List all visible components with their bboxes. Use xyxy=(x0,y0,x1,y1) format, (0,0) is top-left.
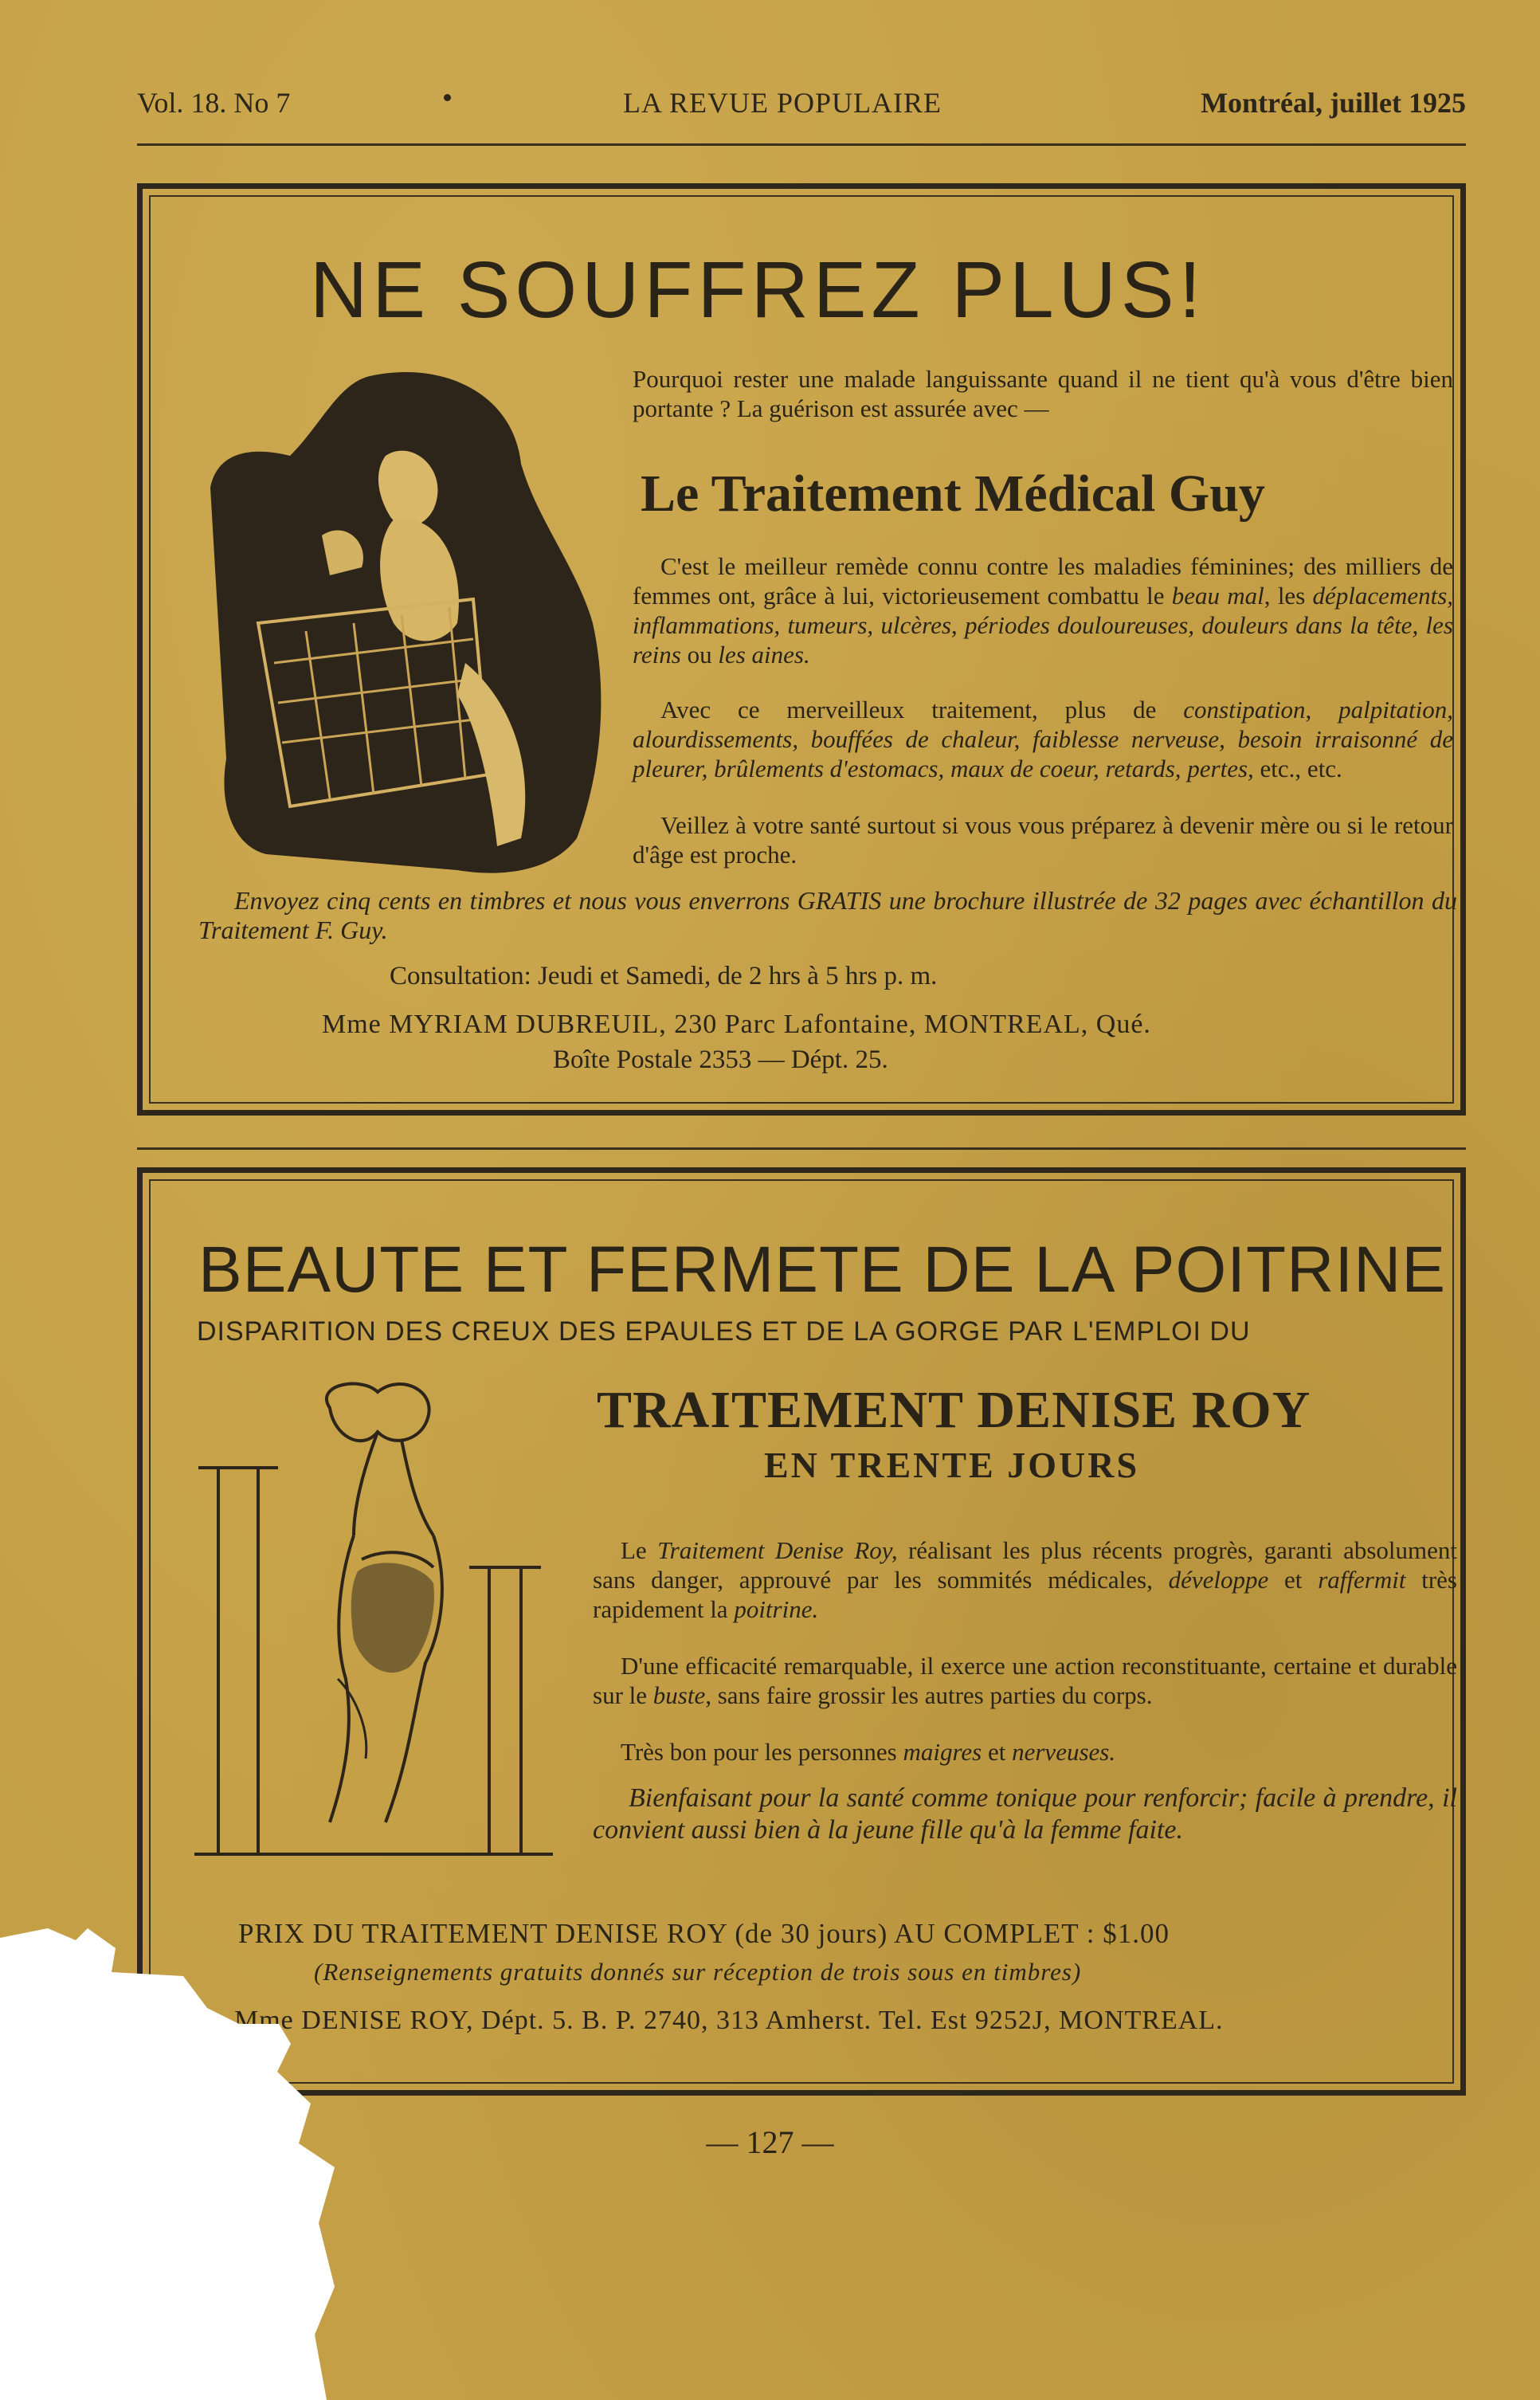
ad2-paragraph-2: D'une efficacité remarquable, il exerce une action reconstituante, certaine et durable sur le buste, sans faire grossir les autres parties du corps. xyxy=(593,1652,1457,1709)
ad2-price: PRIX DU TRAITEMENT DENISE ROY (de 30 jours) AU COMPLET : $1.00 xyxy=(238,1918,1170,1949)
header-rule xyxy=(137,143,1466,146)
ad2-paragraph-4: Bienfaisant pour la santé comme tonique pour renforcir; facile à prendre, il convient aussi bien à la jeune fille qu'à la femme faite. xyxy=(593,1783,1457,1845)
ad1-paragraph-3: Veillez à votre santé surtout si vous vous préparez à devenir mère ou si le retour d'âge est proche. xyxy=(633,811,1453,869)
ad1-postbox: Boîte Postale 2353 — Dépt. 25. xyxy=(553,1045,888,1074)
magazine-title: LA REVUE POPULAIRE xyxy=(623,87,942,119)
woman-in-chair-illustration xyxy=(202,360,617,878)
ad2-info: (Renseignements gratuits donnés sur réception de trois sous en timbres) xyxy=(314,1958,1082,1986)
ad2-address: Mme DENISE ROY, Dépt. 5. B. P. 2740, 313 Amherst. Tel. Est 9252J, MONTREAL. xyxy=(234,2006,1224,2035)
place-date: Montréal, juillet 1925 xyxy=(1201,87,1466,119)
ad1-address: Mme MYRIAM DUBREUIL, 230 Parc Lafontaine, MONTREAL, Qué. xyxy=(322,1010,1151,1039)
section-rule xyxy=(137,1147,1466,1150)
page-number: — 127 — xyxy=(706,2124,834,2160)
ad1-consultation: Consultation: Jeudi et Samedi, de 2 hrs à 5 hrs p. m. xyxy=(390,962,938,990)
volume-number: Vol. 18. No 7 xyxy=(137,87,291,119)
advertisement-denise-roy xyxy=(137,1167,1466,2096)
torn-corner xyxy=(0,1904,335,2400)
ad2-product-name: TRAITEMENT DENISE ROY xyxy=(597,1381,1311,1439)
page-header xyxy=(137,86,1466,134)
ad1-intro: Pourquoi rester une malade languissante quand il ne tient qu'à vous d'être bien portante ? La guérison est assurée avec — xyxy=(633,365,1453,422)
ad2-headline: BEAUTE ET FERMETE DE LA POITRINE xyxy=(198,1233,1447,1306)
header-dot xyxy=(444,94,451,101)
ad2-paragraph-3: Très bon pour les personnes maigres et nerveuses. xyxy=(621,1738,1116,1766)
ad1-offer: Envoyez cinq cents en timbres et nous vous enverrons GRATIS une brochure illustrée de 32 pages avec échantillon du Traitement F. Guy. xyxy=(198,886,1457,944)
ad2-paragraph-1: Le Traitement Denise Roy, réalisant les plus récents progrès, garanti absolument sans danger, approuvé par les sommités médicales, développe et raffermit très rapidement la poitrine. xyxy=(593,1536,1458,1623)
ad2-subheadline: DISPARITION DES CREUX DES EPAULES ET DE LA GORGE PAR L'EMPLOI DU xyxy=(197,1316,1251,1347)
ad-headline: NE SOUFFREZ PLUS! xyxy=(310,245,1206,335)
ad1-paragraph-2: Avec ce merveilleux traitement, plus de constipation, palpitation, alourdissements, bouffées de chaleur, faiblesse nerveuse, besoin irraisonné de pleurer, brûlements d'estomacs, maux de coeur, retards, pertes, etc., etc. xyxy=(633,696,1453,782)
advertisement-guy xyxy=(137,183,1466,1116)
ad1-paragraph-1: C'est le meilleur remède connu contre les maladies féminines; des milliers de femmes ont, grâce à lui, victorieusement combattu le beau mal, les déplacements, inflammations, tumeurs, ulcères, périodes douloureuses, douleurs dans la tête, les reins ou les aines. xyxy=(633,552,1454,669)
ad1-product-name: Le Traitement Médical Guy xyxy=(641,465,1265,523)
woman-between-columns-illustration xyxy=(194,1376,561,1870)
ad2-product-subtitle: EN TRENTE JOURS xyxy=(764,1445,1140,1485)
